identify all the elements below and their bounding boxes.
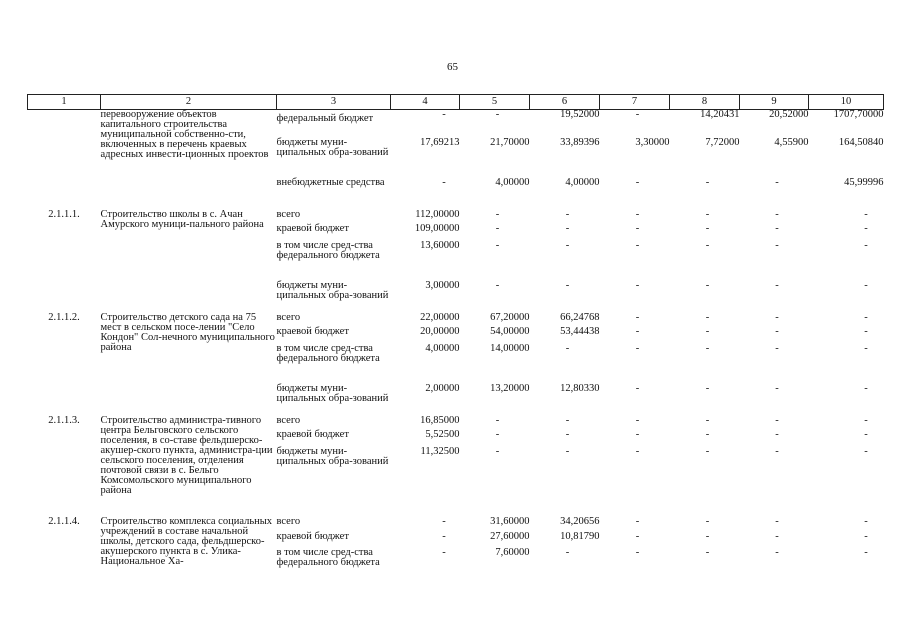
value-cell: -: [495, 279, 500, 291]
funding-source: федеральный бюджет: [276, 113, 374, 124]
funding-source: краевой бюджет: [276, 325, 349, 337]
value-cell: -: [775, 414, 779, 426]
value-cell: -: [775, 222, 779, 234]
value-cell: -: [864, 208, 868, 220]
value-cell: -: [775, 311, 779, 323]
funding-source: бюджеты муни-ципальных обра-зований: [276, 445, 389, 467]
value-cell: -: [864, 325, 868, 337]
funding-source: краевой бюджет: [276, 530, 349, 542]
table-row: [28, 210, 884, 224]
value-cell: -: [705, 325, 710, 337]
value-cell: -: [705, 445, 710, 457]
value-cell: 3,30000: [635, 136, 670, 148]
value-cell: -: [635, 109, 640, 120]
funding-source: в том числе сред-ства федерального бюджета: [276, 342, 380, 364]
funding-source: внебюджетные средства: [276, 176, 385, 188]
value-cell: 7,72000: [705, 136, 740, 148]
item-number: 2.1.1.3.: [48, 414, 80, 426]
value-cell: -: [635, 222, 640, 234]
value-cell: 17,69213: [420, 136, 460, 148]
value-cell: -: [705, 311, 710, 323]
value-cell: -: [635, 530, 640, 542]
value-cell: -: [565, 239, 570, 251]
value-cell: -: [775, 445, 779, 457]
value-cell: -: [864, 515, 868, 527]
column-header-7: 7: [600, 95, 670, 110]
funding-source: краевой бюджет: [276, 428, 349, 440]
value-cell: -: [705, 382, 710, 394]
item-number: 2.1.1.2.: [48, 311, 80, 323]
value-cell: 33,89396: [560, 136, 600, 148]
value-cell: -: [864, 445, 868, 457]
value-cell: -: [565, 208, 570, 220]
value-cell: 4,00000: [425, 342, 460, 354]
value-cell: 53,44438: [560, 325, 600, 337]
funding-source: всего: [276, 515, 301, 527]
value-cell: -: [635, 208, 640, 220]
value-cell: -: [705, 176, 710, 188]
value-cell: -: [775, 546, 779, 558]
table-header-row: [28, 95, 884, 110]
value-cell: -: [864, 382, 868, 394]
value-cell: -: [442, 530, 446, 542]
value-cell: -: [495, 109, 500, 120]
value-cell: 45,99996: [844, 176, 884, 188]
value-cell: -: [495, 222, 500, 234]
value-cell: -: [495, 445, 500, 457]
value-cell: -: [864, 546, 868, 558]
value-cell: 1707,70000: [833, 109, 884, 120]
value-cell: -: [705, 342, 710, 354]
column-header-1: 1: [28, 95, 101, 110]
value-cell: 4,00000: [565, 176, 600, 188]
column-header-9: 9: [740, 95, 809, 110]
value-cell: 12,80330: [560, 382, 600, 394]
item-number: 2.1.1.4.: [48, 515, 80, 527]
value-cell: -: [635, 342, 640, 354]
value-cell: 5,52500: [425, 428, 460, 440]
value-cell: -: [565, 279, 570, 291]
value-cell: -: [775, 382, 779, 394]
table-row: [28, 110, 884, 138]
value-cell: -: [635, 515, 640, 527]
value-cell: -: [864, 239, 868, 251]
value-cell: 34,20656: [560, 515, 600, 527]
value-cell: -: [495, 239, 500, 251]
value-cell: 13,20000: [490, 382, 530, 394]
value-cell: -: [442, 546, 446, 558]
value-cell: 22,00000: [420, 311, 460, 323]
value-cell: -: [635, 311, 640, 323]
value-cell: 2,00000: [425, 382, 460, 394]
value-cell: -: [775, 428, 779, 440]
value-cell: -: [635, 445, 640, 457]
funding-source: в том числе сред-ства федерального бюджета: [276, 239, 380, 261]
value-cell: -: [864, 311, 868, 323]
value-cell: -: [775, 279, 779, 291]
value-cell: -: [565, 428, 570, 440]
value-cell: -: [775, 530, 779, 542]
item-number: 2.1.1.1.: [48, 208, 80, 220]
value-cell: -: [864, 222, 868, 234]
table-body: [28, 110, 884, 588]
column-header-5: 5: [460, 95, 530, 110]
funding-source: бюджеты муни-ципальных обра-зований: [276, 279, 389, 301]
column-header-3: 3: [277, 95, 391, 110]
value-cell: -: [775, 515, 779, 527]
value-cell: 19,52000: [560, 109, 600, 120]
value-cell: -: [705, 414, 710, 426]
value-cell: -: [705, 515, 710, 527]
value-cell: -: [495, 414, 500, 426]
value-cell: -: [705, 530, 710, 542]
value-cell: 16,85000: [420, 414, 460, 426]
value-cell: 7,60000: [495, 546, 530, 558]
table-row: [28, 416, 884, 430]
page-number: 65: [447, 61, 458, 73]
value-cell: 3,00000: [425, 279, 460, 291]
value-cell: -: [565, 342, 570, 354]
funding-source: бюджеты муни-ципальных обра-зований: [276, 382, 389, 404]
value-cell: -: [635, 382, 640, 394]
item-name: Строительство комплекса социальных учреждений в составе начальной школы, детского сада, фельдшерско-акушерского пункта в с. Улика-Национальное Ха-: [100, 515, 273, 567]
value-cell: -: [635, 325, 640, 337]
value-cell: -: [565, 445, 570, 457]
value-cell: 109,00000: [414, 222, 460, 234]
value-cell: -: [442, 176, 446, 188]
value-cell: -: [565, 546, 570, 558]
value-cell: 10,81790: [560, 530, 600, 542]
value-cell: -: [864, 414, 868, 426]
value-cell: 164,50840: [838, 136, 884, 148]
value-cell: 4,55900: [774, 136, 809, 148]
value-cell: -: [635, 428, 640, 440]
value-cell: -: [775, 239, 779, 251]
value-cell: -: [864, 342, 868, 354]
value-cell: -: [775, 342, 779, 354]
value-cell: -: [864, 279, 868, 291]
budget-table: [27, 94, 884, 588]
value-cell: -: [705, 428, 710, 440]
value-cell: 66,24768: [560, 311, 600, 323]
funding-source: краевой бюджет: [276, 222, 349, 234]
table-row: [28, 517, 884, 532]
value-cell: -: [635, 176, 640, 188]
value-cell: 14,00000: [490, 342, 530, 354]
value-cell: 13,60000: [420, 239, 460, 251]
item-name: перевооружение объектов капитального строительства муниципальной собственно-сти, включенных в перечень краевых адресных инвести-ционных проектов: [100, 109, 269, 160]
value-cell: -: [864, 530, 868, 542]
value-cell: 112,00000: [415, 208, 460, 220]
item-name: Строительство детского сада на 75 мест в сельском посе-лении "Село Кондон" Сол-нечного муниципального района: [100, 311, 275, 353]
value-cell: 11,32500: [420, 445, 460, 457]
funding-source: всего: [276, 414, 301, 426]
value-cell: -: [864, 428, 868, 440]
value-cell: 20,00000: [420, 325, 460, 337]
value-cell: 67,20000: [490, 311, 530, 323]
value-cell: -: [705, 222, 710, 234]
value-cell: -: [565, 414, 570, 426]
value-cell: -: [635, 239, 640, 251]
funding-source: бюджеты муни-ципальных обра-зований: [276, 136, 389, 158]
value-cell: -: [495, 428, 500, 440]
value-cell: -: [635, 279, 640, 291]
column-header-6: 6: [530, 95, 600, 110]
value-cell: 21,70000: [490, 136, 530, 148]
value-cell: -: [775, 176, 779, 188]
value-cell: -: [775, 208, 779, 220]
column-header-10: 10: [809, 95, 884, 110]
value-cell: -: [442, 515, 446, 527]
item-number: [28, 110, 101, 210]
value-cell: -: [442, 109, 446, 120]
value-cell: -: [775, 325, 779, 337]
value-cell: -: [565, 222, 570, 234]
value-cell: -: [705, 279, 710, 291]
funding-source: в том числе сред-ства федерального бюджета: [276, 546, 380, 568]
funding-source: всего: [276, 208, 301, 220]
column-header-2: 2: [101, 95, 277, 110]
item-name: Строительство администра-тивного центра Бельговского сельского поселения, в со-ставе фельдшерско-акушер-ского пункта, администра-ции сельского поселения, отделения почтовой связи в с. Бельго Комсомольского муниципального района: [100, 414, 273, 496]
table-row: [28, 313, 884, 327]
value-cell: -: [495, 208, 500, 220]
value-cell: -: [635, 414, 640, 426]
value-cell: 14,20431: [700, 109, 740, 120]
column-header-4: 4: [391, 95, 460, 110]
value-cell: -: [635, 546, 640, 558]
value-cell: 31,60000: [490, 515, 530, 527]
value-cell: -: [705, 239, 710, 251]
item-name: Строительство школы в с. Ачан Амурского муници-пального района: [100, 208, 264, 230]
value-cell: 4,00000: [495, 176, 530, 188]
funding-source: всего: [276, 311, 301, 323]
value-cell: 27,60000: [490, 530, 530, 542]
value-cell: -: [705, 546, 710, 558]
value-cell: 20,52000: [769, 109, 809, 120]
value-cell: -: [705, 208, 710, 220]
column-header-8: 8: [670, 95, 740, 110]
value-cell: 54,00000: [490, 325, 530, 337]
